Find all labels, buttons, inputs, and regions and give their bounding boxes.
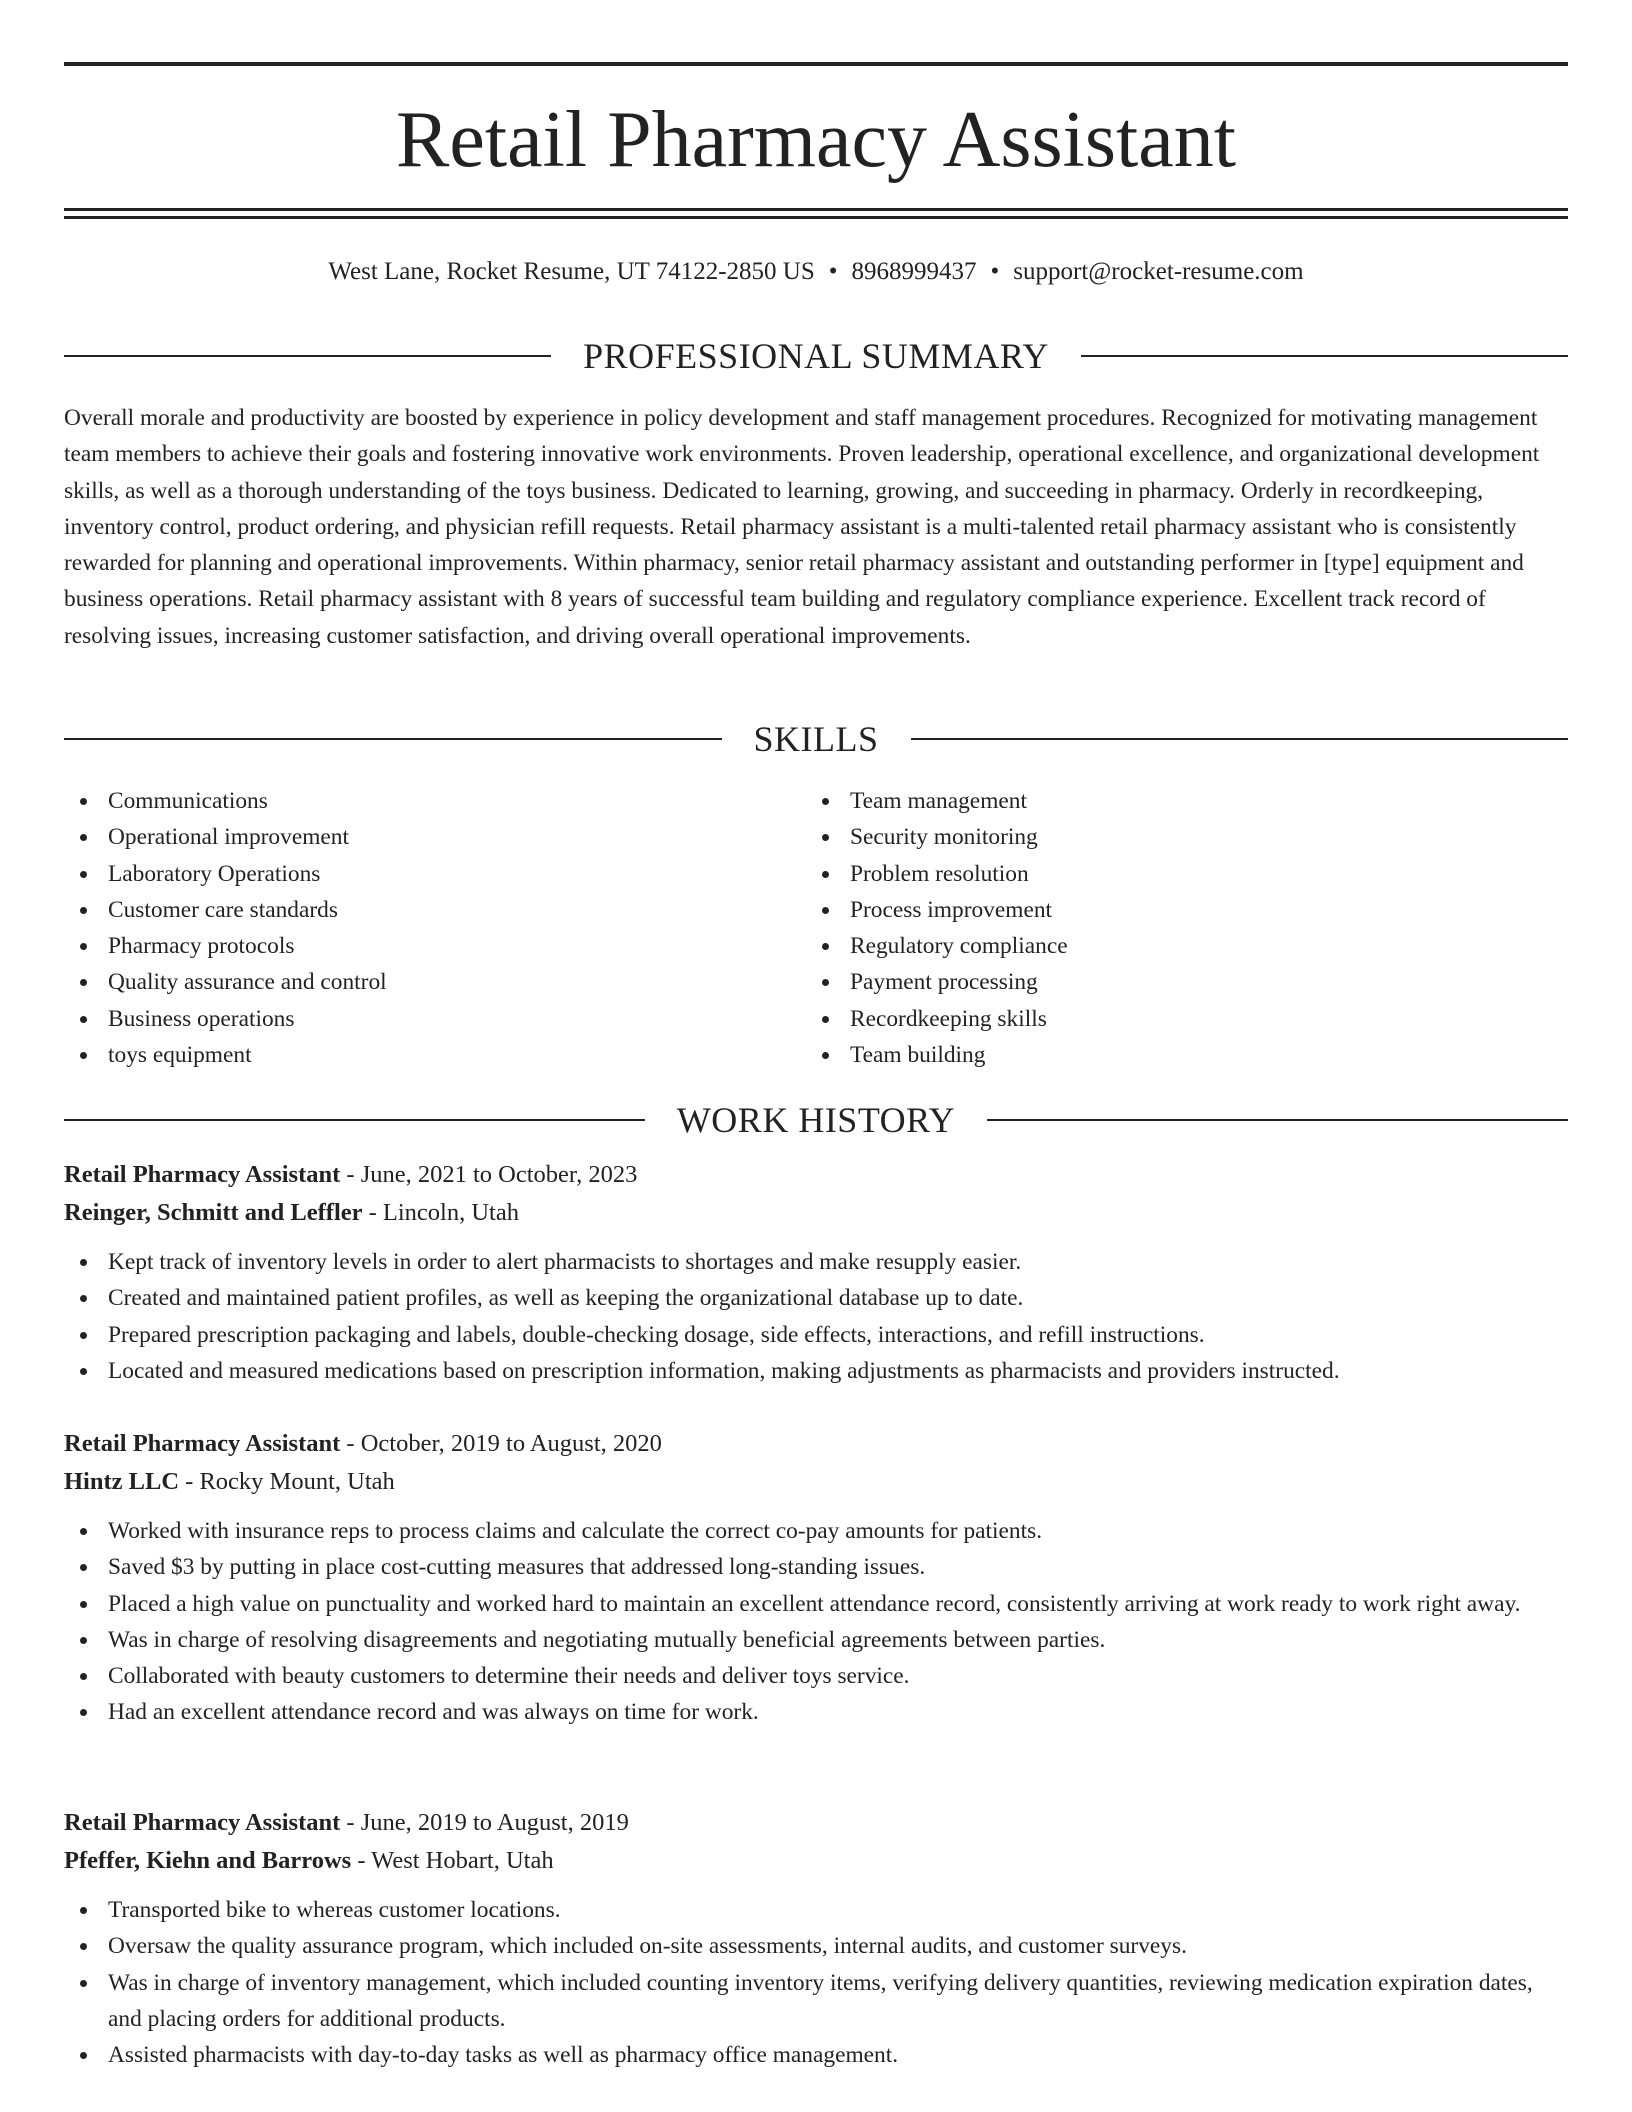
summary-heading-text: PROFESSIONAL SUMMARY — [583, 336, 1049, 376]
contact-line — [64, 255, 1568, 289]
job-duty: Had an excellent attendance record and was always on time for work. — [64, 1694, 1568, 1730]
job-entry — [64, 1156, 1568, 1389]
skill-item: Regulatory compliance — [806, 928, 1548, 964]
skill-item: Business operations — [64, 1001, 806, 1037]
job-duty: Collaborated with beauty customers to determine their needs and deliver toys service. — [64, 1658, 1568, 1694]
job-company-line — [64, 1463, 1568, 1501]
title-double-rule — [64, 208, 1568, 219]
job-duty: Was in charge of inventory management, which included counting inventory items, verifying delivery quantities, reviewing medication expiration dates, and placing orders for additional products. — [64, 1965, 1568, 2038]
skill-item: Payment processing — [806, 964, 1548, 1000]
skill-item: Team management — [806, 783, 1548, 819]
skill-item: Laboratory Operations — [64, 856, 806, 892]
skills-heading-text: SKILLS — [753, 719, 879, 759]
heading-rule — [64, 1119, 645, 1121]
job-duty: Transported bike to whereas customer locations. — [64, 1892, 1568, 1928]
job-location: - West Hobart, Utah — [351, 1847, 554, 1874]
contact-address: West Lane, Rocket Resume, UT 74122-2850 US — [328, 258, 815, 285]
skill-item: Process improvement — [806, 892, 1548, 928]
heading-rule — [64, 355, 551, 357]
job-duty: Kept track of inventory levels in order to alert pharmacists to shortages and make resupply easier. — [64, 1244, 1568, 1280]
job-duty: Saved $3 by putting in place cost-cutting measures that addressed long-standing issues. — [64, 1549, 1568, 1585]
work-history-heading-text: WORK HISTORY — [676, 1100, 956, 1140]
summary-heading — [64, 334, 1568, 378]
skills-column-right — [806, 783, 1548, 1073]
job-duty: Oversaw the quality assurance program, which included on-site assessments, internal audits, and customer surveys. — [64, 1928, 1568, 1964]
job-duties — [64, 1244, 1568, 1389]
skill-item: Communications — [64, 783, 806, 819]
job-company: Pfeffer, Kiehn and Barrows — [64, 1847, 352, 1874]
job-title: Retail Pharmacy Assistant — [64, 1161, 341, 1188]
job-duty: Worked with insurance reps to process claims and calculate the correct co-pay amounts for patients. — [64, 1513, 1568, 1549]
skill-item: Pharmacy protocols — [64, 928, 806, 964]
job-company: Hintz LLC — [64, 1468, 180, 1495]
job-title: Retail Pharmacy Assistant — [64, 1809, 341, 1836]
job-title-line — [64, 1425, 1568, 1463]
heading-rule — [911, 738, 1569, 740]
job-dates: - June, 2021 to October, 2023 — [340, 1161, 638, 1188]
skills-heading — [64, 717, 1568, 761]
summary-text: Overall morale and productivity are boosted by experience in policy development and staff management procedures. Recognized for motivating management team members to achieve their goals and fostering innovative work environments. Proven leadership, operational excellence, and organizational development skills, as well as a thorough understanding of the toys business. Dedicated to learning, growing, and succeeding in pharmacy. Orderly in recordkeeping, inventory control, product ordering, and physician refill requests. Retail pharmacy assistant is a multi-talented retail pharmacy assistant who is consistently rewarded for planning and operational improvements. Within pharmacy, senior retail pharmacy assistant and outstanding performer in [type] equipment and business operations. Retail pharmacy assistant with 8 years of successful team building and regulatory compliance experience. Excellent track record of resolving issues, increasing customer satisfaction, and driving overall operational improvements. — [64, 405, 1540, 649]
job-company-line — [64, 1842, 1568, 1880]
contact-separator: • — [828, 258, 838, 285]
job-duty: Created and maintained patient profiles, as well as keeping the organizational database up to date. — [64, 1280, 1568, 1316]
job-duty: Was in charge of resolving disagreements and negotiating mutually beneficial agreements between parties. — [64, 1622, 1568, 1658]
job-title-line — [64, 1156, 1568, 1194]
skills-list — [64, 783, 1568, 1073]
job-company-line — [64, 1194, 1568, 1232]
job-duties — [64, 1513, 1568, 1731]
job-company: Reinger, Schmitt and Leffler — [64, 1199, 363, 1226]
contact-email: support@rocket-resume.com — [1013, 258, 1304, 285]
job-title-line — [64, 1804, 1568, 1842]
job-duty: Prepared prescription packaging and labels, double-checking dosage, side effects, interactions, and refill instructions. — [64, 1317, 1568, 1353]
job-location: - Lincoln, Utah — [362, 1199, 519, 1226]
skill-item: toys equipment — [64, 1037, 806, 1073]
contact-phone: 8968999437 — [851, 258, 977, 285]
skill-item: Customer care standards — [64, 892, 806, 928]
job-dates: - October, 2019 to August, 2020 — [340, 1430, 662, 1457]
job-dates: - June, 2019 to August, 2019 — [340, 1809, 629, 1836]
job-location: - Rocky Mount, Utah — [179, 1468, 395, 1495]
top-rule — [64, 62, 1568, 66]
skills-column-left — [64, 783, 806, 1073]
job-duties — [64, 1892, 1568, 2073]
job-entry — [64, 1425, 1568, 1731]
heading-rule — [987, 1119, 1568, 1121]
resume-name: Retail Pharmacy Assistant — [396, 96, 1236, 184]
job-duty: Assisted pharmacists with day-to-day tasks as well as pharmacy office management. — [64, 2037, 1568, 2073]
heading-rule — [1081, 355, 1568, 357]
job-duty: Located and measured medications based on prescription information, making adjustments as pharmacists and providers instructed. — [64, 1353, 1568, 1389]
skill-item: Operational improvement — [64, 819, 806, 855]
skill-item: Quality assurance and control — [64, 964, 806, 1000]
heading-rule — [64, 738, 722, 740]
job-entry — [64, 1804, 1568, 2073]
work-history-heading — [64, 1098, 1568, 1142]
contact-separator: • — [990, 258, 1000, 285]
skill-item: Problem resolution — [806, 856, 1548, 892]
job-duty: Placed a high value on punctuality and worked hard to maintain an excellent attendance record, consistently arriving at work ready to work right away. — [64, 1586, 1568, 1622]
job-title: Retail Pharmacy Assistant — [64, 1430, 341, 1457]
skill-item: Security monitoring — [806, 819, 1548, 855]
skill-item: Team building — [806, 1037, 1548, 1073]
skill-item: Recordkeeping skills — [806, 1001, 1548, 1037]
